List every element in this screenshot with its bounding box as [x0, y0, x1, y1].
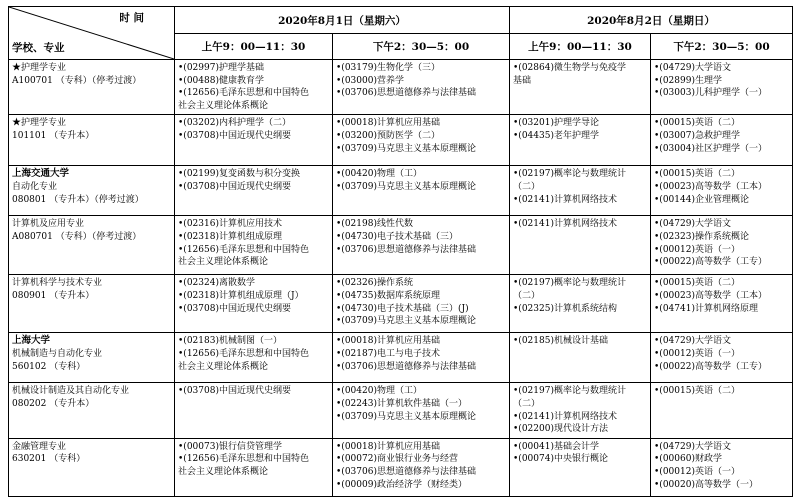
course-line: •(00074)中央银行概论 [513, 454, 608, 465]
day2-am-cell [510, 275, 651, 333]
day1-am-slot-header: 上午9：00—11：30 [175, 34, 333, 60]
course-line: •(12656)毛泽东思想和中国特色 [178, 454, 309, 465]
course-line: 社会主义理论体系概论 [178, 361, 269, 372]
course-line: •(04435)老年护理学 [513, 130, 599, 141]
course-line: •(02197)概率论与数理统计 [513, 386, 626, 397]
course-line: •(02185)机械设计基础 [513, 336, 608, 347]
course-line: •(02325)计算机系统结构 [513, 303, 617, 314]
day1-pm-cell [333, 166, 510, 216]
major-name: ★护理学专业 [12, 63, 67, 73]
schedule-row [9, 333, 793, 383]
day1-am-cell [175, 275, 333, 333]
day2-pm-cell [651, 216, 793, 275]
major-name: 机械设计制造及其自动化专业 [12, 386, 130, 397]
day1-am-cell [175, 438, 333, 496]
course-line: •(00012)英语（一） [654, 244, 740, 255]
major-code: 630201 （专科） [12, 454, 86, 465]
course-line: •(02198)线性代数 [336, 219, 413, 230]
major-code: 080801 （专升本）（停考过渡） [12, 194, 144, 205]
major-code: A100701 （专科）（停考过渡） [12, 75, 142, 86]
course-line: •(03706)思想道德修养与法律基础 [336, 466, 476, 477]
course-line: •(02197)概率论与数理统计 [513, 169, 626, 180]
program-cell [9, 60, 175, 115]
schedule-row [9, 60, 793, 115]
day1-pm-cell [333, 275, 510, 333]
program-cell [9, 333, 175, 383]
day2-pm-cell [651, 383, 793, 438]
day2-pm-slot-header: 下午2：30—5：00 [651, 34, 793, 60]
university-name: 上海大学 [12, 335, 51, 347]
course-line: •(02141)计算机网络技术 [513, 219, 617, 230]
course-line: •(04729)大学语文 [654, 336, 731, 347]
major-name: ★护理学专业 [12, 118, 67, 129]
day1-pm-slot-header: 下午2：30—5：00 [333, 34, 510, 60]
course-line: •(02200)现代设计方法 [513, 424, 608, 435]
course-line: •(03201)护理学导论 [513, 118, 599, 129]
schedule-row [9, 438, 793, 496]
major-name: 金融管理专业 [12, 441, 67, 452]
course-line: •(03708)中国近现代史纲要 [178, 130, 291, 141]
day1-am-cell [175, 216, 333, 275]
course-line: •(00022)高等数学（工专） [654, 257, 767, 268]
day2-pm-cell [651, 333, 793, 383]
course-line: •(03007)急救护理学 [654, 130, 740, 141]
program-cell [9, 383, 175, 438]
course-line: •(04730)电子技术基础（三）(J) [336, 303, 469, 314]
course-line: •(04729)大学语文 [654, 441, 731, 452]
course-line: •(02323)操作系统概论 [654, 231, 749, 242]
course-line: •(00015)英语（二） [654, 278, 740, 289]
course-line: •(03179)生物化学（三） [336, 63, 440, 73]
course-line: •(00015)英语（二） [654, 386, 740, 397]
course-line: •(00060)财政学 [654, 454, 722, 465]
course-line: •(03709)马克思主义基本原理概论 [336, 143, 476, 154]
course-line: •(12656)毛泽东思想和中国特色 [178, 348, 309, 359]
course-line: 基础 [513, 75, 532, 86]
course-line: •(03003)儿科护理学（一） [654, 88, 767, 99]
course-line: •(02324)离散数学 [178, 278, 255, 289]
course-line: •(02318)计算机组成原理（J） [178, 290, 304, 301]
course-line: •(12656)毛泽东思想和中国特色 [178, 88, 309, 99]
course-line: •(03004)社区护理学（一） [654, 143, 767, 154]
course-line: •(00420)物理（工） [336, 169, 422, 180]
course-line: •(00022)高等数学（工专） [654, 361, 767, 372]
course-line: •(00023)高等数学（工本） [654, 181, 767, 192]
day2-am-cell [510, 115, 651, 166]
course-line: •(12656)毛泽东思想和中国特色 [178, 244, 309, 255]
header-corner-cell [9, 7, 175, 60]
schedule-body [9, 60, 793, 497]
major-name: 机械制造与自动化专业 [12, 348, 103, 359]
course-line: •(00420)物理（工） [336, 386, 422, 397]
day1-am-cell [175, 333, 333, 383]
university-name: 上海交通大学 [12, 168, 70, 180]
day1-am-cell [175, 115, 333, 166]
course-line: •(03202)内科护理学（二） [178, 118, 291, 129]
day1-am-cell [175, 383, 333, 438]
schedule-row [9, 383, 793, 438]
day2-am-cell [510, 166, 651, 216]
course-line: •(03706)思想道德修养与法律基础 [336, 244, 476, 255]
day2-pm-cell [651, 275, 793, 333]
course-line: •(02316)计算机应用技术 [178, 219, 282, 230]
day1-pm-cell [333, 216, 510, 275]
schedule-row [9, 216, 793, 275]
program-cell [9, 115, 175, 166]
course-line: •(03709)马克思主义基本原理概论 [336, 316, 476, 327]
course-line: •(00012)英语（一） [654, 348, 740, 359]
course-line: •(04729)大学语文 [654, 219, 731, 230]
day2-am-cell [510, 60, 651, 115]
day1-am-cell [175, 60, 333, 115]
day2-am-cell [510, 216, 651, 275]
course-line: •(04735)数据库系统原理 [336, 290, 440, 301]
major-code: 560102 （专科） [12, 361, 86, 372]
major-name: 计算机及应用专业 [12, 219, 85, 230]
major-name: 自动化专业 [12, 181, 58, 192]
day2-am-cell [510, 383, 651, 438]
course-line: •(00018)计算机应用基础 [336, 336, 440, 347]
course-line: •(00015)英语（二） [654, 169, 740, 180]
day2-pm-cell [651, 438, 793, 496]
program-cell [9, 275, 175, 333]
day1-pm-cell [333, 333, 510, 383]
course-line: 社会主义理论体系概论 [178, 466, 269, 477]
course-line: 社会主义理论体系概论 [178, 100, 269, 111]
course-line: •(03708)中国近现代史纲要 [178, 303, 291, 314]
day1-header: 2020年8月1日（星期六） [175, 7, 510, 34]
day1-pm-cell [333, 115, 510, 166]
day1-pm-cell [333, 383, 510, 438]
course-line: •(03000)营养学 [336, 75, 404, 86]
time-header-label: 时 间 [119, 12, 144, 24]
day2-am-slot-header: 上午9：00—11：30 [510, 34, 651, 60]
course-line: （二） [513, 398, 541, 409]
major-code: 080901 （专升本） [12, 290, 95, 301]
day2-am-cell [510, 333, 651, 383]
course-line: •(00041)基础会计学 [513, 441, 599, 452]
major-code: 080202 （专升本） [12, 398, 95, 409]
course-line: •(03706)思想道德修养与法律基础 [336, 361, 476, 372]
program-cell [9, 166, 175, 216]
course-line: •(00144)企业管理概论 [654, 194, 749, 205]
course-line: •(00009)政治经济学（财经类） [336, 479, 467, 490]
schedule-row [9, 275, 793, 333]
day2-header: 2020年8月2日（星期日） [510, 7, 793, 34]
course-line: （二） [513, 290, 541, 301]
course-line: •(03709)马克思主义基本原理概论 [336, 181, 476, 192]
course-line: •(00488)健康教育学 [178, 75, 264, 86]
exam-schedule-table [8, 6, 793, 497]
course-line: •(03708)中国近现代史纲要 [178, 181, 291, 192]
major-code: 101101 （专升本） [12, 130, 95, 141]
day2-pm-cell [651, 60, 793, 115]
course-line: •(00018)计算机应用基础 [336, 118, 440, 129]
course-line: •(02183)机械制图（一） [178, 336, 282, 347]
course-line: •(04741)计算机网络原理 [654, 303, 758, 314]
course-line: •(02864)微生物学与免疫学 [513, 63, 626, 73]
major-name: 计算机科学与技术专业 [12, 278, 103, 289]
course-line: •(03200)预防医学（二） [336, 130, 440, 141]
course-line: •(02141)计算机网络技术 [513, 411, 617, 422]
course-line: •(00015)英语（二） [654, 118, 740, 129]
course-line: •(00072)商业银行业务与经营 [336, 454, 458, 465]
course-line: •(03709)马克思主义基本原理概论 [336, 411, 476, 422]
school-major-header-label: 学校、专业 [12, 42, 65, 55]
day2-pm-cell [651, 115, 793, 166]
course-line: •(02243)计算机软件基础（一） [336, 398, 467, 409]
course-line: •(00020)高等数学（一） [654, 479, 758, 490]
course-line: •(03708)中国近现代史纲要 [178, 386, 291, 397]
course-line: •(03706)思想道德修养与法律基础 [336, 88, 476, 99]
course-line: •(00073)银行信贷管理学 [178, 441, 282, 452]
course-line: •(00018)计算机应用基础 [336, 441, 440, 452]
day1-pm-cell [333, 60, 510, 115]
course-line: （二） [513, 181, 541, 192]
course-line: •(04730)电子技术基础（三） [336, 231, 458, 242]
course-line: •(02326)操作系统 [336, 278, 413, 289]
course-line: •(00023)高等数学（工本） [654, 290, 767, 301]
course-line: •(02187)电工与电子技术 [336, 348, 440, 359]
schedule-row [9, 115, 793, 166]
day2-am-cell [510, 438, 651, 496]
course-line: •(02199)复变函数与积分变换 [178, 169, 300, 180]
program-cell [9, 216, 175, 275]
schedule-row [9, 166, 793, 216]
day1-am-cell [175, 166, 333, 216]
major-code: A080701 （专科）（停考过渡） [12, 231, 142, 242]
course-line: •(00012)英语（一） [654, 466, 740, 477]
course-line: •(04729)大学语文 [654, 63, 731, 73]
course-line: •(02997)护理学基础 [178, 63, 264, 73]
course-line: •(02141)计算机网络技术 [513, 194, 617, 205]
course-line: •(02197)概率论与数理统计 [513, 278, 626, 289]
course-line: •(02318)计算机组成原理 [178, 231, 282, 242]
course-line: •(02899)生理学 [654, 75, 722, 86]
course-line: 社会主义理论体系概论 [178, 257, 269, 268]
day1-pm-cell [333, 438, 510, 496]
day2-pm-cell [651, 166, 793, 216]
program-cell [9, 438, 175, 496]
